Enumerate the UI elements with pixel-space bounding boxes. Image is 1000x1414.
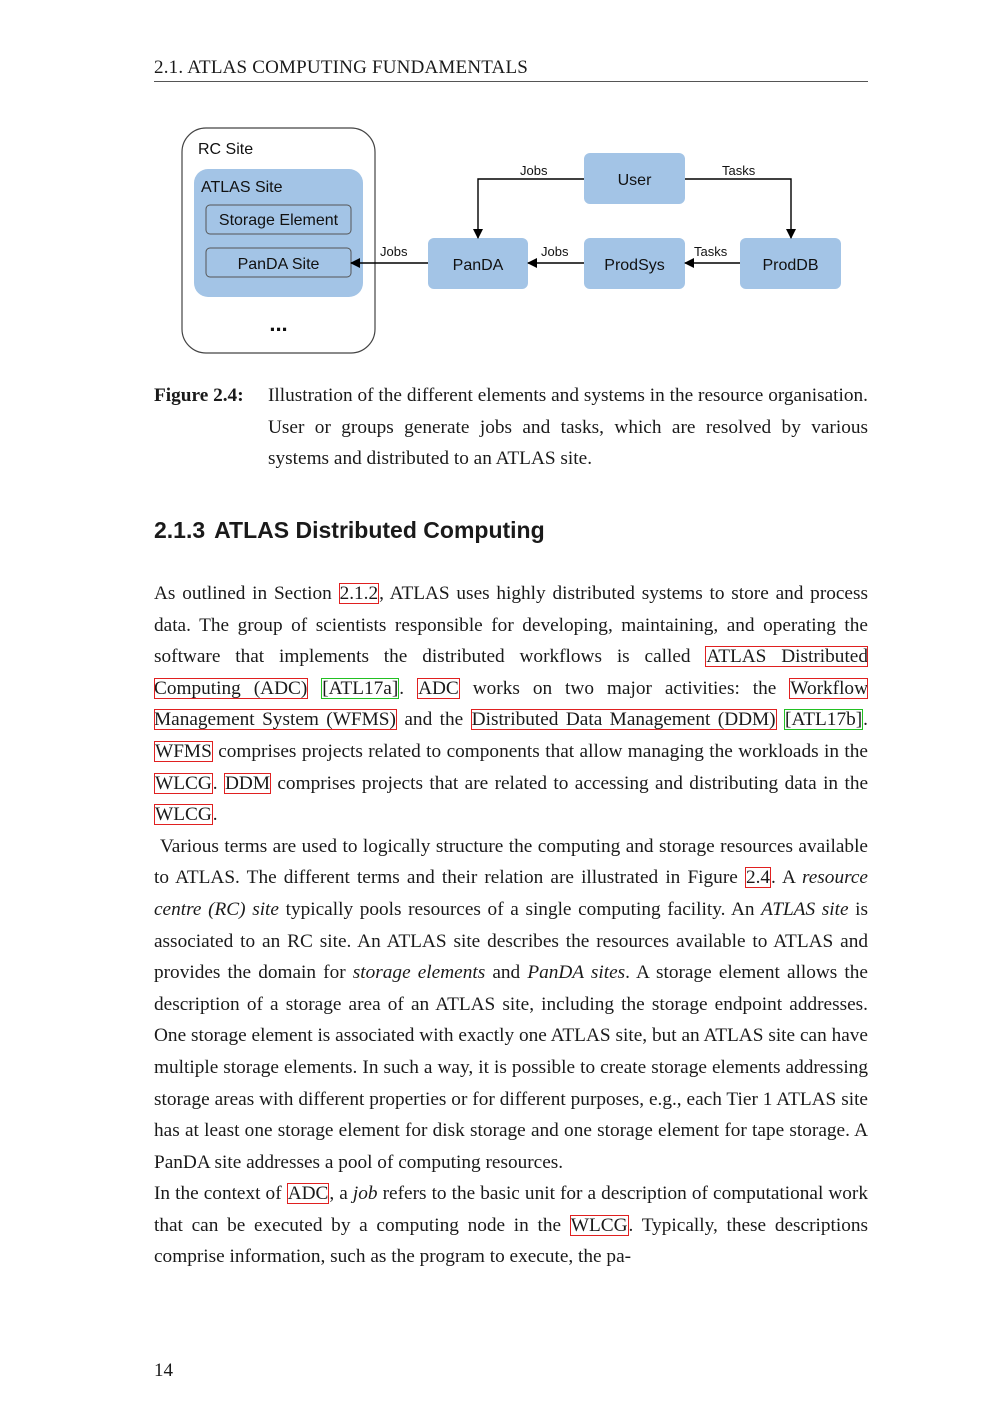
storage-element-label: Storage Element: [218, 212, 339, 229]
ref-acronym-wfms[interactable]: WFMS: [155, 740, 212, 762]
paragraph-3: In the context of ADC, a job refers to the basic unit for a description of computational work that can be executed by a computing node in the WLCG. Typically, these descriptions comprise information, such as the program to execute, the pa-: [154, 1183, 868, 1268]
panda-site-label: PanDA Site: [237, 256, 320, 273]
section-number: 2.1.3: [154, 517, 206, 543]
term-panda-sites: PanDA sites: [527, 962, 626, 984]
ref-section-2-1-2[interactable]: 2.1.2: [339, 583, 379, 604]
section-title: ATLAS Distributed Computing: [214, 517, 545, 543]
prodsys-node-label: ProdSys: [604, 257, 665, 274]
edge-user-to-panda: [478, 179, 584, 238]
term-atlas-site: ATLAS site: [761, 898, 849, 920]
paragraph-2: Various terms are used to logically structure the computing and storage resources available to ATLAS. The different terms and their relation are illustrated in Figure 2.4. A resource centre (RC) site typically pools resources of a single computing facility. An ATLAS site is associated to an RC site. An ATLAS site describes the resources available to ATLAS and provides the domain for storage elements and PanDA sites. A storage element allows the description of a storage area of an ATLAS site, including the storage endpoint addresses. One storage element is associated with exactly one ATLAS site, but an ATLAS site can have multiple storage elements. In such a way, it is possible to create storage elements addressing storage areas with different properties or for different purposes, e.g., each Tier 1 ATLAS site has at least one storage element for disk storage and one storage element for tape storage. A PanDA site addresses a pool of computing resources.: [154, 835, 869, 1173]
resource-organisation-diagram: [154, 115, 868, 370]
rc-site-label: RC Site: [198, 141, 254, 158]
caption-text: Illustration of the different elements and systems in the resource organisation. User or groups generate jobs and tasks, which are resolved by various systems and distributed to an ATLAS site.: [268, 385, 868, 470]
edge-label-jobs-site: Jobs: [380, 244, 408, 259]
ref-acronym-wlcg[interactable]: WLCG: [155, 804, 212, 826]
section-heading: [154, 517, 545, 544]
figure-2-4: [154, 115, 868, 370]
ref-acronym-wfms-full[interactable]: Workflow Management System (WFMS): [154, 677, 868, 731]
page-number: 14: [154, 1360, 173, 1381]
edge-label-tasks-user: Tasks: [722, 163, 756, 178]
ref-acronym-wlcg[interactable]: WLCG: [155, 772, 212, 794]
edge-label-jobs-prodsys: Jobs: [541, 244, 569, 259]
term-rc-site: resource centre (RC) site: [154, 867, 868, 920]
user-node-label: User: [617, 172, 652, 189]
cite-atl17b[interactable]: [ATL17b]: [785, 709, 863, 731]
atlas-site-label: ATLAS Site: [201, 179, 283, 196]
edge-label-jobs-user: Jobs: [520, 163, 548, 178]
ref-acronym-wlcg[interactable]: WLCG: [570, 1214, 628, 1236]
edge-label-tasks-proddb: Tasks: [694, 244, 728, 259]
caption-label: Figure 2.4:: [154, 385, 244, 406]
proddb-node-label: ProdDB: [762, 257, 819, 274]
term-job: job: [352, 1183, 378, 1205]
ref-acronym-adc[interactable]: ADC: [418, 677, 459, 699]
ref-acronym-ddm-full[interactable]: Distributed Data Management (DDM): [471, 709, 776, 731]
ref-acronym-ddm[interactable]: DDM: [224, 772, 270, 794]
panda-node-label: PanDA: [452, 257, 504, 274]
rc-site-ellipsis: ...: [269, 311, 288, 336]
cite-atl17a[interactable]: [ATL17a]: [322, 677, 399, 699]
ref-acronym-adc[interactable]: ADC: [287, 1183, 329, 1205]
running-header: 2.1. ATLAS COMPUTING FUNDAMENTALS: [154, 57, 868, 82]
figure-caption: [154, 380, 868, 475]
term-storage-elements: storage elements: [352, 962, 486, 984]
ref-acronym-adc-full[interactable]: ATLAS Distributed Computing (ADC): [154, 646, 868, 699]
ref-figure-2-4[interactable]: 2.4: [745, 867, 771, 889]
edge-user-to-proddb: [685, 179, 791, 238]
body-text: [154, 578, 868, 1273]
paragraph-1: As outlined in Section 2.1.2, ATLAS uses highly distributed systems to store and process data. The group of scientists responsible for developing, maintaining, and operating the software that implements the distributed workflows is called ATLAS Distributed Computing (ADC) [ATL17a]. ADC works on two major activities: the Workflow Management System (WFMS) and the Distributed Data Management (DDM) [ATL17b]. WFMS comprises projects related to components that allow managing the workloads in the WLCG. DDM comprises projects that are related to accessing and distributing data in the WLCG.: [154, 583, 869, 826]
